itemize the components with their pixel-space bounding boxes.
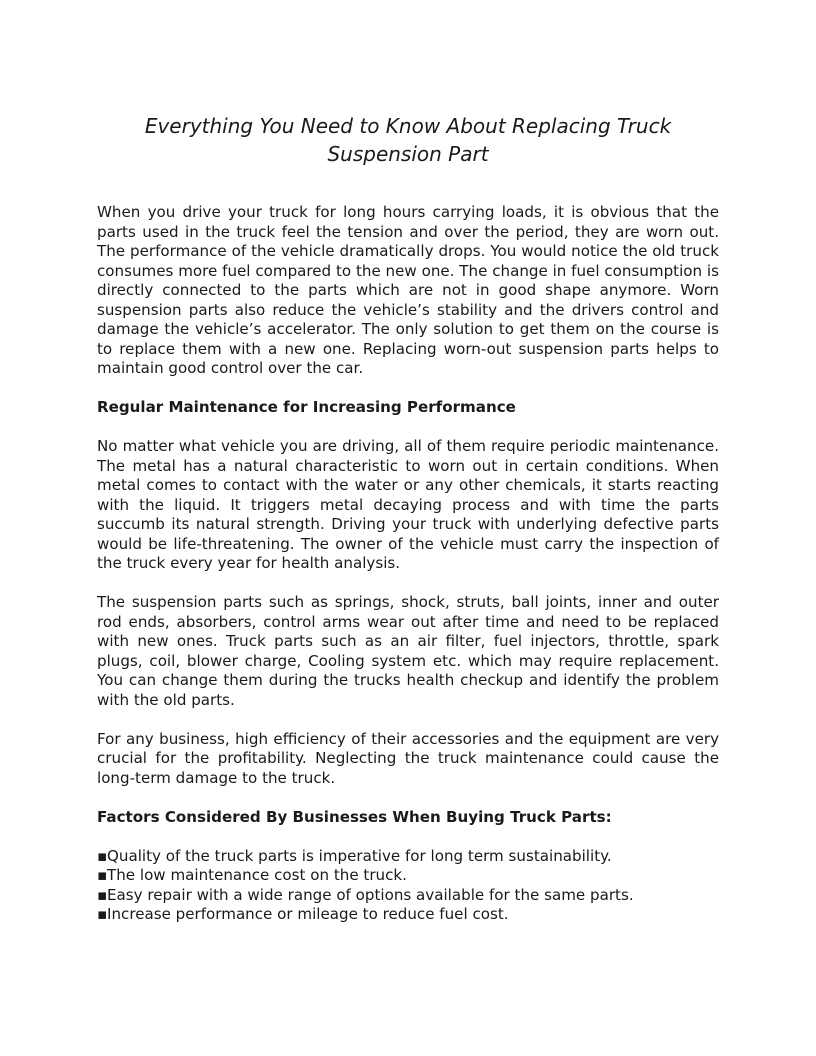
intro-paragraph: When you drive your truck for long hours carrying loads, it is obvious that the parts used in the truck feel the tension and over the period, they are worn out. The performance of the vehicle dramatically drops. You would notice the old truck consumes more fuel compared to the new one. The change in fuel consumption is directly connected to the parts which are not in good shape anymore. Worn suspension parts also reduce the vehicle’s stability and the drivers control and damage the vehicle’s accelerator. The only solution to get them on the course is to replace them with a new one. Replacing worn-out suspension parts helps to maintain good control over the car. bbox=[97, 203, 719, 377]
bullet-icon: ▪ bbox=[97, 905, 108, 923]
list-item-text: Increase performance or mileage to reduce fuel cost. bbox=[107, 905, 509, 923]
suspension-parts-paragraph: The suspension parts such as springs, shock, struts, ball joints, inner and outer rod ends, absorbers, control arms wear out after time and need to be replaced with new ones. Truck parts such as an air filter, fuel injectors, throttle, spark plugs, coil, blower charge, Cooling system etc. which may require replacement. You can change them during the trucks health checkup and identify the problem with the old parts. bbox=[97, 593, 719, 709]
list-item bbox=[97, 886, 719, 906]
section-heading-regular-maintenance: Regular Maintenance for Increasing Performance bbox=[97, 398, 516, 416]
list-item-text: Quality of the truck parts is imperative for long term sustainability. bbox=[107, 846, 612, 865]
factors-list bbox=[97, 847, 719, 925]
section-heading-factors: Factors Considered By Businesses When Buying Truck Parts: bbox=[97, 807, 612, 826]
maintenance-paragraph: No matter what vehicle you are driving, all of them require periodic maintenance. The metal has a natural characteristic to worn out in certain conditions. When metal comes to contact with the water or any other chemicals, it starts reacting with the liquid. It triggers metal decaying process and with time the parts succumb its natural strength. Driving your truck with underlying defective parts would be life-threatening. The owner of the vehicle must carry the inspection of the truck every year for health analysis. bbox=[97, 437, 719, 572]
document-title: Everything You Need to Know About Replacing Truck Suspension Part bbox=[144, 114, 672, 166]
list-item bbox=[97, 905, 719, 925]
document-body bbox=[97, 203, 719, 925]
bullet-icon: ▪ bbox=[97, 885, 108, 904]
bullet-icon: ▪ bbox=[97, 866, 108, 884]
list-item bbox=[97, 866, 719, 886]
list-item-text: The low maintenance cost on the truck. bbox=[107, 866, 407, 884]
list-item-text: Easy repair with a wide range of options available for the same parts. bbox=[107, 885, 634, 904]
bullet-icon: ▪ bbox=[97, 846, 108, 865]
list-item bbox=[97, 847, 719, 867]
business-paragraph: For any business, high efficiency of their accessories and the equipment are very crucial for the profitability. Neglecting the truck maintenance could cause the long-term damage to the truck. bbox=[97, 729, 719, 787]
